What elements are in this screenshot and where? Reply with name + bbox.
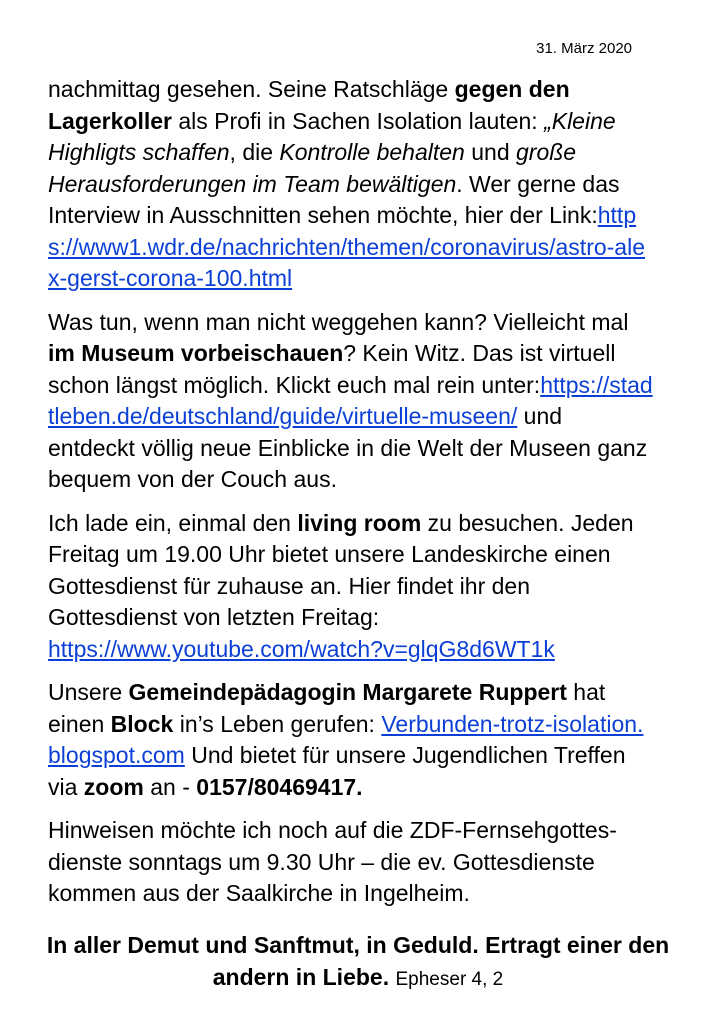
quote-reference: Epheser 4, 2 [395,968,504,990]
bold-text: gegen den Lagerkoller [48,76,570,134]
bible-quote [30,930,686,995]
paragraph-zdf [48,815,654,910]
wdr-interview-link[interactable]: https://www1.wdr.de/nachrichten/themen/coronavirus/astro-alex-gerst-corona-100.html [48,202,646,291]
italic-text: Kontrolle behalten [279,139,465,165]
text: und entdeckt völlig neue Einblicke in die Welt der Museen ganz bequem von der Couch aus. [48,403,648,492]
text: und [464,139,516,165]
text: nachmittag gesehen. Seine Ratschläge [48,76,455,102]
youtube-service-link[interactable]: https://www.youtube.com/watch?v=glqG8d6WT1k [48,635,555,662]
text: , die [229,139,280,165]
text: ? Kein Witz. Das ist virtuell schon längst möglich. Klickt euch mal rein unter: [48,340,616,398]
text: in’s Leben gerufen: [173,710,382,737]
text: Ich lade ein, einmal den [48,509,298,536]
paragraph-interview [48,74,654,295]
text: an - [143,773,197,800]
text: Und bietet für unsere Jugendlichen Treffen via [48,742,626,800]
bold-text: Block [110,710,174,737]
bold-text: im Museum vorbeischauen [48,340,344,366]
quote-text: In aller Demut und Sanftmut, in Geduld. Ertragt einer den andern in Liebe. [46,932,670,990]
page-date: 31. März 2020 [536,40,632,57]
paragraph-museum [48,307,654,496]
text: als Profi in Sachen Isolation lauten: [172,107,545,134]
phone-number: 0157/80469417. [196,773,363,800]
text: . Wer gerne das Interview in Ausschnitten sehen möchte, hier der Link: [48,170,620,228]
virtual-museums-link[interactable]: https://stadtleben.de/deutschland/guide/virtuelle-museen/ [48,371,653,429]
paragraph-living-room [48,508,654,666]
italic-text: große Herausforderungen im Team bewältigen [48,139,577,197]
bold-text: living room [297,509,422,536]
text: hat einen [48,679,606,737]
paragraph-blog [48,677,654,803]
italic-text: „Kleine Highligts schaffen [48,107,616,165]
blog-link[interactable]: Verbunden-trotz-isolation.blogspot.com [48,710,644,768]
bold-text: Gemeindepädagogin Margarete Ruppert [128,679,567,705]
text: Hinweisen möchte ich noch auf die ZDF-Fernsehgottes-dienste sonntags um 9.30 Uhr – die ev. Gottesdienste kommen aus der Saalkirche in Ingelheim. [48,817,617,906]
article-body [48,74,654,922]
text: zu besuchen. Jeden Freitag um 19.00 Uhr bietet unsere Landeskirche einen Gottesdienst für zuhause an. Hier findet ihr den Gottesdienst von letzten Freitag: [48,509,634,630]
text: Unsere [48,679,129,705]
text: Was tun, wenn man nicht weggehen kann? Vielleicht mal [48,308,629,335]
bold-text: zoom [83,773,144,800]
